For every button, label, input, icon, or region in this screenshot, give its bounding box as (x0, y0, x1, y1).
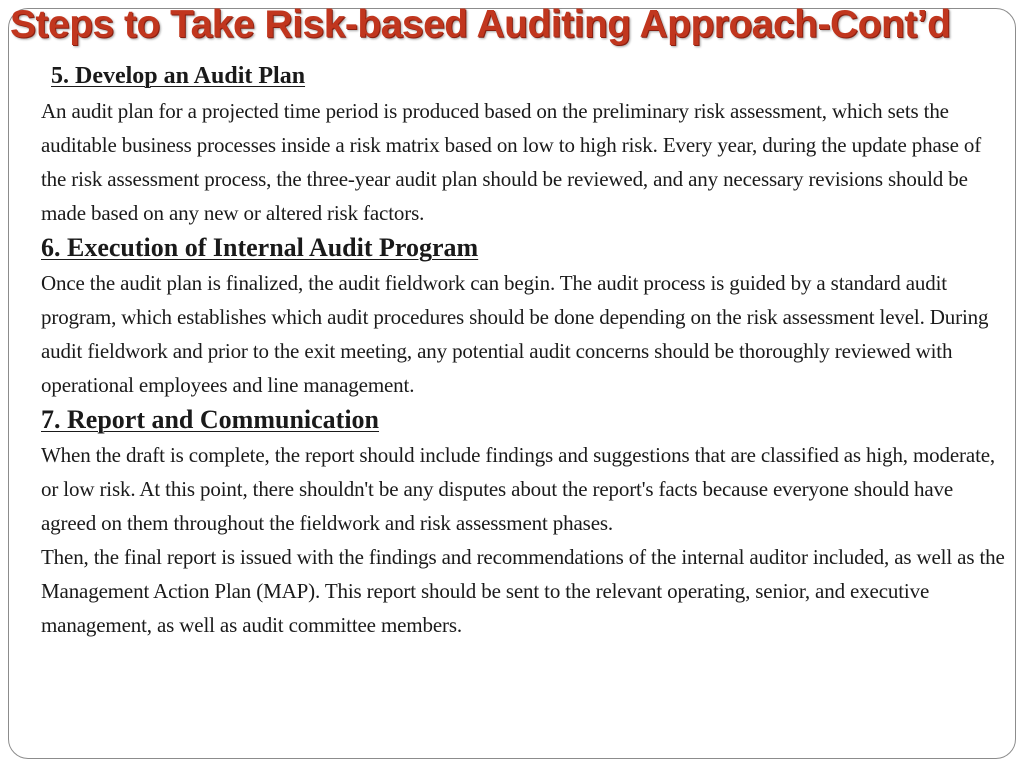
slide-title: Steps to Take Risk-based Auditing Approach-Cont’d (10, 3, 951, 46)
section-paragraph-develop-audit-plan: An audit plan for a projected time period is produced based on the preliminary risk assessment, which sets the auditable business processes inside a risk matrix based on low to high risk. Every year, during the update phase of the risk assessment process, the three-year audit plan should be reviewed, and any necessary revisions should be made based on any new or altered risk factors. (41, 99, 982, 225)
section-heading-report-communication: 7. Report and Communication (41, 405, 380, 434)
section-paragraph-execution-audit-program: Once the audit plan is finalized, the audit fieldwork can begin. The audit process is guided by a standard audit program, which establishes which audit procedures should be done depending on the risk assessment level. During audit fieldwork and prior to the exit meeting, any potential audit concerns should be thoroughly reviewed with operational employees and line management. (41, 271, 989, 397)
section-heading-develop-audit-plan: 5. Develop an Audit Plan (51, 63, 306, 89)
section-heading-execution-audit-program: 6. Execution of Internal Audit Program (41, 233, 479, 262)
section-paragraph-final-report: Then, the final report is issued with the findings and recommendations of the internal auditor included, as well as the Management Action Plan (MAP). This report should be sent to the relevant operating, senior, and executive management, as well as audit committee members. (41, 545, 1005, 637)
slide-body (41, 58, 1009, 642)
section-paragraph-report-draft: When the draft is complete, the report should include findings and suggestions that are classified as high, moderate, or low risk. At this point, there shouldn't be any disputes about the report's facts because everyone should have agreed on them throughout the fieldwork and risk assessment phases. (41, 443, 996, 535)
